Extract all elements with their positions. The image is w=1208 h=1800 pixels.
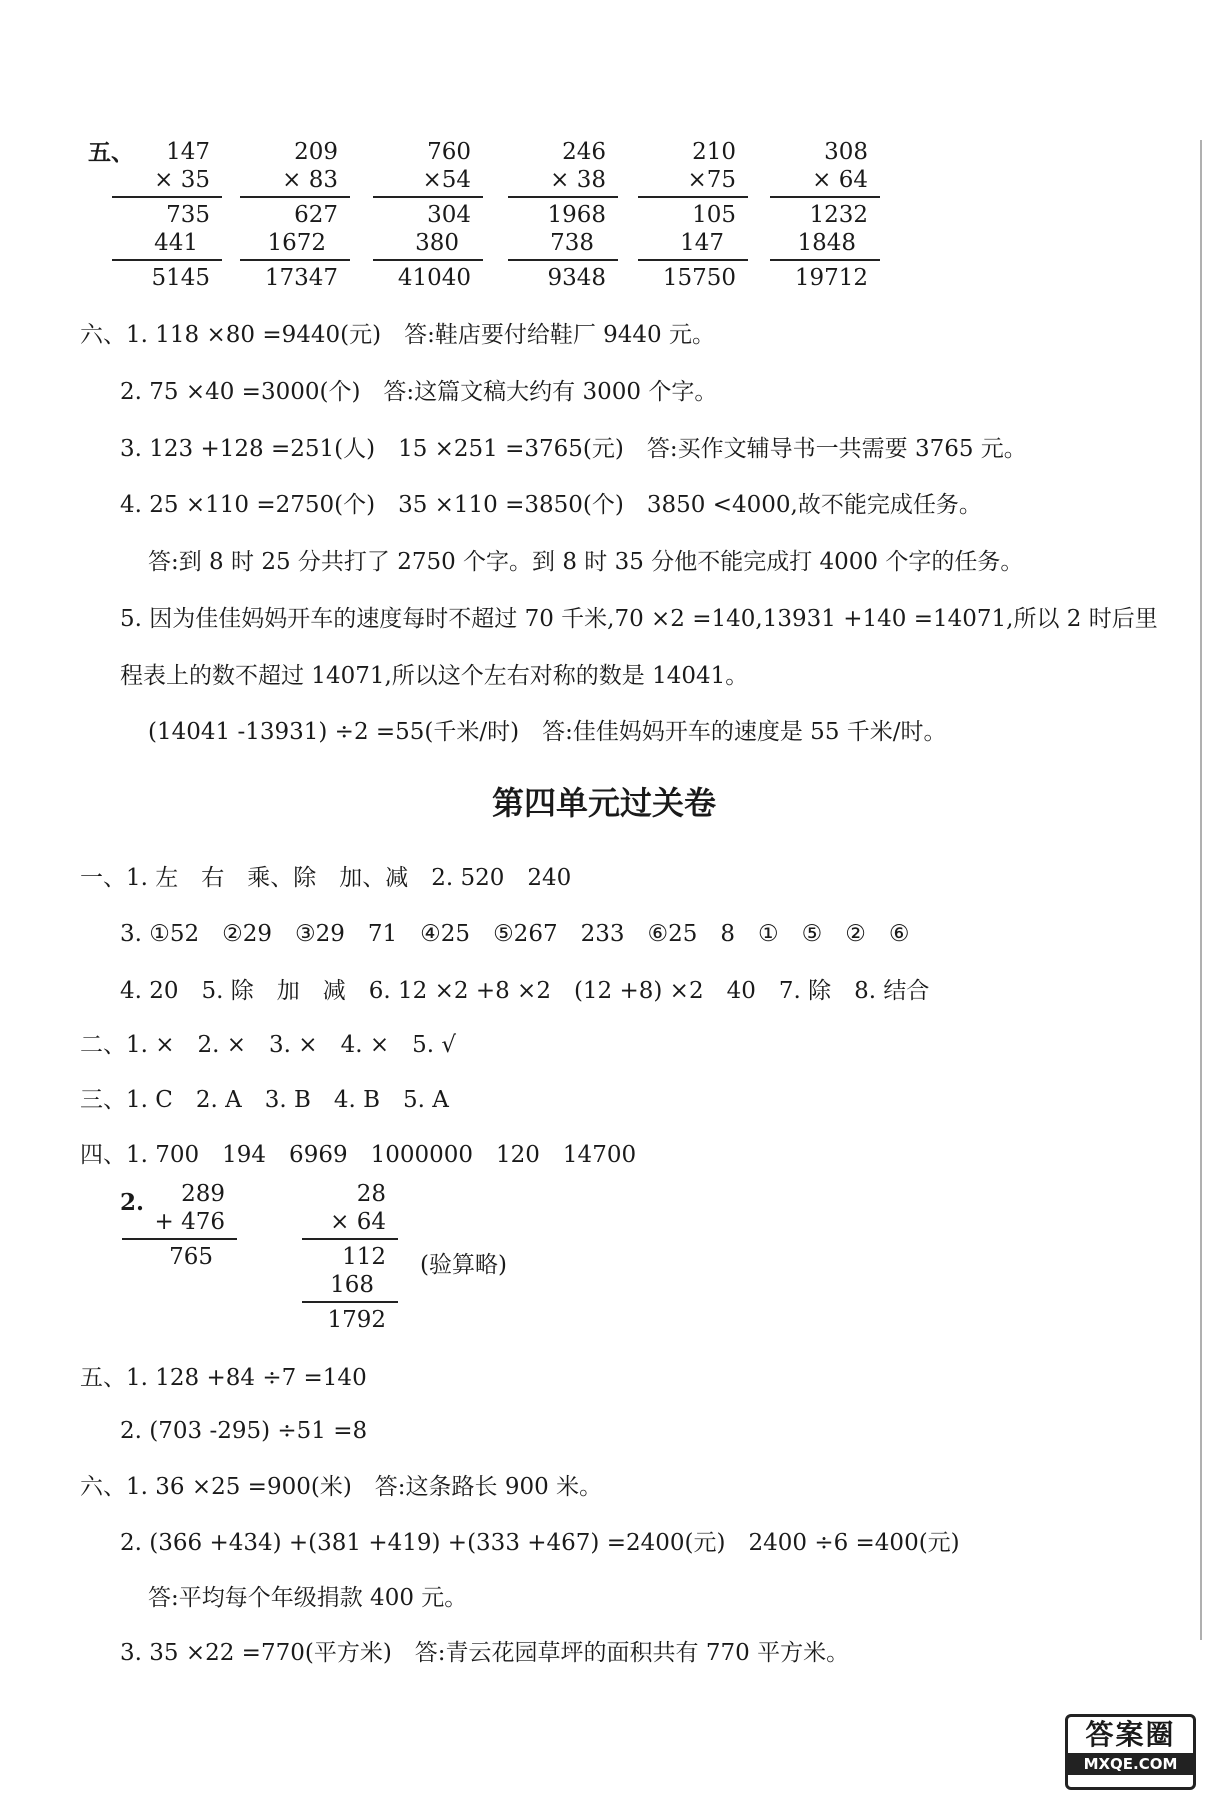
product-result: 19712 xyxy=(794,265,868,291)
mult-rule xyxy=(112,259,222,261)
mult-rule xyxy=(373,196,483,198)
u4-section-5a: 五、1. 128 +84 ÷7 =140 xyxy=(80,1365,367,1391)
factor-bottom: ×75 xyxy=(687,167,736,193)
product-result: 15750 xyxy=(662,265,736,291)
factor-bottom: × 35 xyxy=(154,167,210,193)
partial-product-1: 735 xyxy=(166,202,210,228)
mult-rule xyxy=(770,196,880,198)
answer-6-5-calc: (14041 -13931) ÷2 =55(千米/时) 答:佳佳妈妈开车的速度是 55 千米/时。 xyxy=(148,719,947,745)
answer-6-5-cont: 程表上的数不超过 14071,所以这个左右对称的数是 14041。 xyxy=(120,663,749,689)
factor-bottom: × 83 xyxy=(282,167,338,193)
answer-6-1: 六、1. 118 ×80 =9440(元) 答:鞋店要付给鞋厂 9440 元。 xyxy=(80,322,715,348)
mult-rule xyxy=(373,259,483,261)
answer-6-4: 4. 25 ×110 =2750(个) 35 ×110 =3850(个) 3850 <4000,故不能完成任务。 xyxy=(120,492,982,518)
partial-product-1: 1968 xyxy=(547,202,606,228)
factor-top: 760 xyxy=(427,139,471,165)
partial-product-2: 1848 xyxy=(797,230,856,256)
vertical-multiplication xyxy=(112,138,222,292)
answer-6-5: 5. 因为佳佳妈妈开车的速度每时不超过 70 千米,70 ×2 =140,13931 +140 =14071,所以 2 时后里 xyxy=(120,606,1158,632)
vertical-multiplication xyxy=(770,138,880,292)
vertical-multiplication xyxy=(638,138,748,292)
product-result: 5145 xyxy=(151,265,210,291)
partial-product-1: 105 xyxy=(692,202,736,228)
mult-rule xyxy=(770,259,880,261)
mult-rule xyxy=(240,259,350,261)
vertical-multiplication xyxy=(373,138,483,292)
u4-section-6b: 2. (366 +434) +(381 +419) +(333 +467) =2400(元) 2400 ÷6 =400(元) xyxy=(120,1530,960,1556)
vertical-multiplication xyxy=(240,138,350,292)
u4-section-4-2-label: 2. xyxy=(120,1189,145,1216)
u4-section-6d: 3. 35 ×22 =770(平方米) 答:青云花园草坪的面积共有 770 平方米。 xyxy=(120,1640,850,1666)
mult-rule xyxy=(508,196,618,198)
u4-section-1c: 4. 20 5. 除 加 减 6. 12 ×2 +8 ×2 (12 +8) ×2 40 7. 除 8. 结合 xyxy=(120,978,930,1004)
mult-rule-2 xyxy=(302,1301,398,1303)
factor-top: 209 xyxy=(294,139,338,165)
mult-result: 1792 xyxy=(327,1307,386,1333)
product-result: 17347 xyxy=(264,265,338,291)
vertical-multiplication xyxy=(508,138,618,292)
u4-section-2: 二、1. × 2. × 3. × 4. × 5. √ xyxy=(80,1032,457,1058)
u4-section-3: 三、1. C 2. A 3. B 4. B 5. A xyxy=(80,1087,449,1113)
u4-section-6a: 六、1. 36 ×25 =900(米) 答:这条路长 900 米。 xyxy=(80,1474,603,1500)
partial-product-1: 1232 xyxy=(809,202,868,228)
partial-product-1: 304 xyxy=(427,202,471,228)
partial-product-1: 627 xyxy=(294,202,338,228)
factor-bottom: × 38 xyxy=(550,167,606,193)
factor-top: 246 xyxy=(562,139,606,165)
mult-rule xyxy=(112,196,222,198)
addend-2: + 476 xyxy=(154,1209,225,1235)
section-5-label: 五、 xyxy=(88,139,134,166)
partial-product-2: 738 xyxy=(550,230,594,256)
factor-bottom: ×54 xyxy=(422,167,471,193)
answer-6-2: 2. 75 ×40 =3000(个) 答:这篇文稿大约有 3000 个字。 xyxy=(120,379,718,405)
factor-1: 28 xyxy=(356,1181,386,1207)
answer-6-3: 3. 123 +128 =251(人) 15 ×251 =3765(元) 答:买作文辅导书一共需要 3765 元。 xyxy=(120,436,1027,462)
factor-top: 147 xyxy=(166,139,210,165)
watermark-logo xyxy=(1065,1714,1196,1790)
unit4-title: 第四单元过关卷 xyxy=(491,784,716,822)
watermark-top-text: 答案圈 xyxy=(1085,1718,1176,1751)
addition-rule xyxy=(122,1238,237,1240)
u4-section-1b: 3. ①52 ②29 ③29 71 ④25 ⑤267 233 ⑥25 8 ① ⑤ ② ⑥ xyxy=(120,921,910,947)
factor-2: × 64 xyxy=(330,1209,386,1235)
u4-section-6c: 答:平均每个年级捐款 400 元。 xyxy=(148,1585,468,1611)
vertical-multiplication-u4 xyxy=(302,1180,398,1334)
product-result: 41040 xyxy=(397,265,471,291)
vertical-addition xyxy=(122,1180,237,1271)
page-edge-line xyxy=(1200,140,1202,1640)
partial-product-2: 147 xyxy=(680,230,724,256)
mult-rule xyxy=(240,196,350,198)
watermark-bottom-text: MXQE.COM xyxy=(1068,1753,1193,1775)
partial-product-2: 1672 xyxy=(267,230,326,256)
check-note: (验算略) xyxy=(420,1252,507,1278)
partial-2: 168 xyxy=(330,1272,374,1298)
u4-section-5b: 2. (703 -295) ÷51 =8 xyxy=(120,1418,368,1444)
mult-rule-1 xyxy=(302,1238,398,1240)
addition-result: 765 xyxy=(169,1244,213,1270)
factor-top: 210 xyxy=(692,139,736,165)
factor-top: 308 xyxy=(824,139,868,165)
answer-6-4-note: 答:到 8 时 25 分共打了 2750 个字。到 8 时 35 分他不能完成打 4000 个字的任务。 xyxy=(148,549,1024,575)
mult-rule xyxy=(638,196,748,198)
product-result: 9348 xyxy=(547,265,606,291)
u4-section-1a: 一、1. 左 右 乘、除 加、减 2. 520 240 xyxy=(80,865,572,891)
partial-1: 112 xyxy=(342,1244,386,1270)
mult-rule xyxy=(508,259,618,261)
partial-product-2: 380 xyxy=(415,230,459,256)
partial-product-2: 441 xyxy=(154,230,198,256)
factor-bottom: × 64 xyxy=(812,167,868,193)
addend-1: 289 xyxy=(181,1181,225,1207)
u4-section-4: 四、1. 700 194 6969 1000000 120 14700 xyxy=(80,1142,637,1168)
mult-rule xyxy=(638,259,748,261)
